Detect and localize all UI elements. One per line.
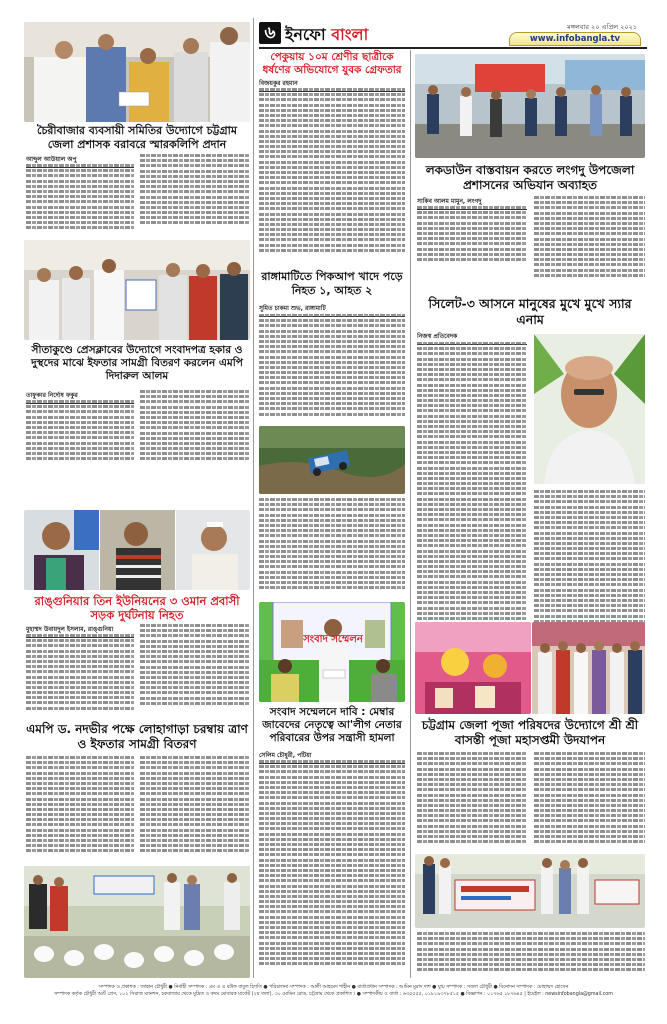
article-body: [26, 164, 134, 236]
masthead-divider: [259, 47, 647, 49]
three-expatriates-photo: [24, 510, 250, 590]
lockdown-enforcement-photo: [415, 54, 645, 158]
rally-banner-photo: [415, 854, 645, 928]
article-photo: [259, 602, 405, 702]
page-number: ৬: [259, 22, 281, 44]
article-headline[interactable]: সিলেট-৩ আসনে মানুষের মুখে মুখে স্যার এনাম: [428, 296, 632, 327]
article-body: [417, 932, 645, 978]
article-headline[interactable]: সংবাদ সম্মেলনে দাবি : মেম্বার জাবেদের নেতৃত্বে আ'লীগ নেতার পরিবারের উপর সন্ত্রাসী হামলা: [262, 706, 402, 745]
article-body: [259, 498, 405, 598]
article-body: [417, 206, 527, 268]
business-association-memorandum-photo: [24, 22, 250, 122]
article-body: [140, 756, 250, 860]
column-divider: [253, 18, 254, 978]
article-byline: সাকিব আলম মামুন, লংগদু: [417, 196, 527, 210]
article-headline[interactable]: রাঙ্গুনিয়ার তিন ইউনিয়নের ৩ ওমান প্রবাসী সড়ক দুর্ঘটনায় নিহত: [34, 594, 240, 623]
newspaper-page: [22, 18, 647, 993]
article-photo: [415, 854, 645, 928]
article-body: [259, 88, 405, 266]
puja-celebration-photo: [415, 622, 531, 714]
footer-editorial-line: সম্পাদক ও প্রকাশক : জাহান চৌধুরী ● নির্বাহী সম্পাদক : এম এ এ রউফ বাবুল চিশতি ● পরিচালনা সম্পাদক : আলী আহমেদ শাহীন ● বার্তাপ্রধান সম্পাদক : আমিন মুরাদ দাশ ● যুগ্ম সম্পাদক : সজল চৌধুরী ● বিনোদন সম্পাদক : মোহাম্মদ হোসেন: [98, 985, 569, 990]
footer-publisher-line: সম্পাদক কর্তৃক চৌধুরী আর্ট প্রেস, ১০২ সিরাজ ম্যানশন, চকবাজার থেকে মুদ্রিত ও কদম মোবারক মার্কেট (২য় তলা), ৩০ মোমিন রোড, চট্টগ্রাম থেকে প্রকাশিত । ● সম্পাদকীয় ও বার্তা : ৬৩৫৫৫৫, ০১৮১৯৩৭৮৫১৫ ● বিজ্ঞাপন : ০১৭৬৫ ১৮৭৬৪৫ | ইমেইল : newsinfobangla@gmail.com: [54, 992, 613, 998]
logo-part-bangla: বাংলা: [331, 25, 369, 44]
press-conference-photo: [259, 602, 405, 702]
article-photo: [24, 510, 250, 590]
article-photo: [415, 54, 645, 158]
article-body: [140, 154, 250, 234]
article-body: [417, 752, 527, 850]
article-body: [259, 314, 405, 422]
article-body: [26, 400, 134, 468]
article-body: [534, 490, 645, 642]
relief-distribution-photo: [24, 866, 250, 978]
article-body: [259, 760, 405, 978]
article-byline: বিজয়কুর রহমান: [259, 78, 405, 92]
article-headline[interactable]: সীতাকুণ্ডে প্রেসক্লাবের উদ্যোগে সংবাদপত্র হকার ও দুস্থদের মাঝে ইফতার সামগ্রী বিতরণ করলেন এমপি দিদারুল আলম: [31, 344, 243, 383]
article-byline: আব্দুল আউয়াল অপু: [26, 154, 134, 168]
article-byline: সেলিম চৌধুরী, পটিয়া: [259, 750, 405, 764]
article-headline[interactable]: চৈরীবাজার ব্যবসায়ী সমিতির উদ্যোগে চট্টগ্রাম জেলা প্রশাসক বরাবরে স্মারকলিপি প্রদান: [37, 124, 237, 151]
article-body: [26, 756, 134, 860]
article-headline[interactable]: লকডাউন বাস্তবায়ন করতে লংগদু উপজেলা প্রশাসনের অভিযান অব্যাহত: [425, 163, 635, 192]
issue-date: মঙ্গলবার ২০ এপ্রিল ২০২১: [567, 23, 637, 31]
website-link[interactable]: www.infobangla.tv: [509, 32, 641, 46]
press-banner-text: সংবাদ সম্মেলন: [303, 634, 363, 645]
article-headline[interactable]: পেকুয়ায় ১০ম শ্রেণীর ছাত্রীকে ধর্ষণের অভিযোগে যুবক গ্রেফতার: [262, 51, 402, 77]
column-divider: [410, 50, 411, 978]
article-byline: নিজস্ব প্রতিবেদক: [417, 331, 527, 345]
article-body: [417, 342, 527, 642]
portrait-photo: [534, 334, 645, 484]
article-photo: [532, 622, 645, 714]
article-byline: মুহাম্মদ উবায়দুল ইসলাম, রাঙ্গুনিয়া: [26, 624, 134, 638]
article-body: [26, 634, 134, 716]
article-byline: সুমিত চাকমা শুভ, রাঙ্গামাটি: [259, 303, 405, 317]
imprint-footer: [0, 984, 667, 999]
article-photo: [415, 622, 531, 714]
article-body: [140, 390, 250, 468]
article-headline[interactable]: এমপি ড. নদভীর পক্ষে লোহাগাড়া চরম্বায় ত্রাণ ও ইফতার সামগ্রী বিতরণ: [26, 722, 248, 751]
article-body: [140, 624, 250, 716]
article-headline[interactable]: রাঙ্গামাটিতে পিকআপ খাদে পড়ে নিহত ১, আহত ২: [261, 270, 403, 297]
newspaper-logo: [285, 22, 368, 49]
article-photo: [24, 866, 250, 978]
article-body: [534, 752, 645, 850]
article-photo: [24, 22, 250, 122]
article-photo: [259, 426, 405, 494]
pickup-accident-photo: [259, 426, 405, 494]
article-photo: [534, 334, 645, 484]
article-photo: [24, 240, 250, 340]
article-body: [534, 196, 645, 288]
article-byline: তাফুকার নির্দোষ ফকুর: [26, 390, 134, 404]
puja-committee-photo: [532, 622, 645, 714]
logo-part-info: ইনফো: [285, 25, 332, 44]
article-headline[interactable]: চট্টগ্রাম জেলা পূজা পরিষদের উদ্যোগে শ্রী শ্রী বাসন্তী পূজা মহাসপ্তমী উদযাপন: [421, 718, 639, 747]
iftar-distribution-photo: [24, 240, 250, 340]
